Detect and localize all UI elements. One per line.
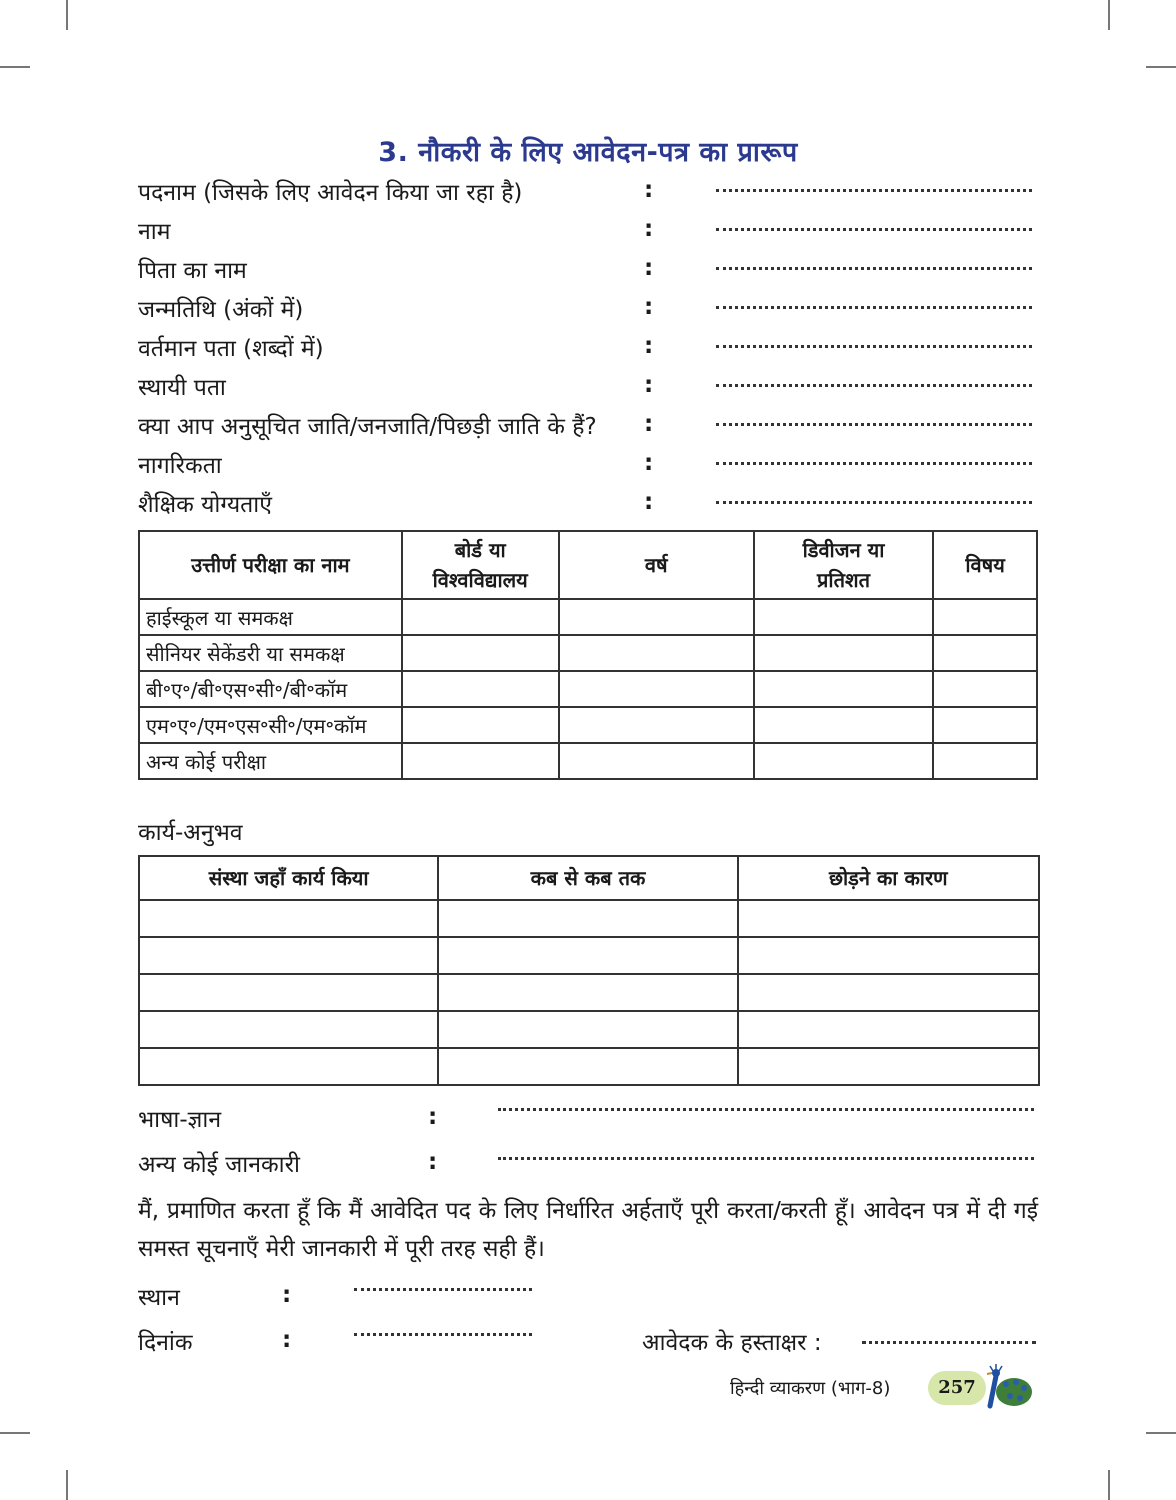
table-row [139,974,1039,1011]
fill-line[interactable] [716,302,1032,309]
field-label: नाम [138,219,171,245]
fill-line[interactable] [498,1104,1034,1111]
field-colon: : [644,411,654,437]
header-subject: विषय [933,531,1037,599]
table-cell[interactable] [754,743,933,779]
table-header-row [139,856,1039,900]
table-cell[interactable] [738,974,1039,1011]
table-cell[interactable] [139,1011,438,1048]
header-line: डिवीजन या [802,538,885,562]
fill-line[interactable] [716,341,1032,348]
field-other-info [138,1147,1038,1183]
fill-line[interactable] [716,497,1032,504]
work-experience-table [138,855,1040,1086]
crop-mark [0,1432,30,1434]
table-cell[interactable] [438,937,737,974]
table-cell[interactable] [559,599,754,635]
header-division-percentage [754,531,933,599]
declaration-text: मैं, प्रमाणित करता हूँ कि मैं आवेदित पद के लिए निर्धारित अर्हताएँ पूरी करता/करती हूँ। आवेदन पत्र में दी गई समस्त सूचनाएँ मेरी जानकारी में पूरी तरह सही हैं। [138,1198,1038,1262]
exam-name-cell: अन्य कोई परीक्षा [139,743,402,779]
table-row [139,707,1037,743]
exam-name-cell: सीनियर सेकेंडरी या समकक्ष [139,635,402,671]
field-colon: : [644,294,654,320]
fill-line[interactable] [716,185,1032,192]
field-label: आवेदक के हस्ताक्षर : [642,1330,822,1356]
table-cell[interactable] [438,974,737,1011]
table-row [139,937,1039,974]
exam-name-cell: बी॰ए॰/बी॰एस॰सी॰/बी॰कॉम [139,671,402,707]
header-exam-name: उत्तीर्ण परीक्षा का नाम [139,531,402,599]
table-row [139,1048,1039,1085]
table-cell[interactable] [754,671,933,707]
field-label: स्थायी पता [138,375,226,401]
header-reason-leaving: छोड़ने का कारण [738,856,1039,900]
field-colon: : [644,333,654,359]
table-cell[interactable] [139,1048,438,1085]
table-cell[interactable] [559,743,754,779]
header-line: विश्वविद्यालय [432,568,528,592]
field-label: शैक्षिक योग्यताएँ [138,492,272,518]
fill-line[interactable] [716,458,1032,465]
field-colon: : [428,1104,438,1130]
table-cell[interactable] [933,635,1037,671]
table-row [139,599,1037,635]
table-cell[interactable] [754,599,933,635]
table-row [139,743,1037,779]
field-signature [642,1325,1038,1361]
table-cell[interactable] [402,599,559,635]
header-duration: कब से कब तक [438,856,737,900]
table-cell[interactable] [139,900,438,937]
crop-mark [66,1470,68,1500]
table-cell[interactable] [402,707,559,743]
field-label: स्थान [138,1285,180,1311]
header-line: प्रतिशत [817,568,870,592]
field-colon: : [644,489,654,515]
header-line: बोर्ड या [454,538,506,562]
exam-name-cell: हाईस्कूल या समकक्ष [139,599,402,635]
table-cell[interactable] [402,671,559,707]
field-date [138,1325,558,1361]
field-label: भाषा-ज्ञान [138,1107,222,1133]
table-cell[interactable] [738,900,1039,937]
table-cell[interactable] [933,743,1037,779]
header-year: वर्ष [559,531,754,599]
field-label: जन्मतिथि (अंकों में) [138,297,304,323]
fill-line[interactable] [498,1153,1034,1160]
field-colon: : [282,1327,292,1353]
field-label: पदनाम (जिसके लिए आवेदन किया जा रहा है) [138,180,523,206]
crop-mark [1146,66,1176,68]
table-cell[interactable] [402,743,559,779]
fill-line[interactable] [716,419,1032,426]
table-cell[interactable] [438,900,737,937]
field-colon: : [644,255,654,281]
field-label: वर्तमान पता (शब्दों में) [138,336,324,362]
work-experience-heading: कार्य-अनुभव [138,820,243,846]
table-cell[interactable] [139,974,438,1011]
header-organisation: संस्था जहाँ कार्य किया [139,856,438,900]
fill-line[interactable] [354,1284,532,1291]
table-cell[interactable] [738,1011,1039,1048]
peacock-icon [976,1362,1036,1412]
form-title: 3. नौकरी के लिए आवेदन-पत्र का प्रारूप [378,137,798,168]
crop-mark [1108,1470,1110,1500]
field-colon: : [644,450,654,476]
crop-mark [1108,0,1110,30]
fill-line[interactable] [716,380,1032,387]
field-place [138,1280,558,1316]
field-label: दिनांक [138,1330,193,1356]
table-cell[interactable] [754,707,933,743]
table-row [139,1011,1039,1048]
field-colon: : [428,1149,438,1175]
table-cell[interactable] [738,937,1039,974]
field-colon: : [282,1282,292,1308]
page-number: 257 [928,1371,986,1405]
field-label: क्या आप अनुसूचित जाति/जनजाति/पिछड़ी जाति के हैं? [138,414,597,440]
crop-mark [1146,1432,1176,1434]
field-colon: : [644,372,654,398]
fill-line[interactable] [354,1329,532,1336]
crop-mark [0,66,30,68]
field-label: अन्य कोई जानकारी [138,1152,301,1178]
table-row [139,900,1039,937]
book-title: हिन्दी व्याकरण (भाग-8) [730,1378,891,1399]
field-colon: : [644,216,654,242]
field-language [138,1102,1038,1138]
table-cell[interactable] [933,671,1037,707]
table-row [139,635,1037,671]
table-cell[interactable] [738,1048,1039,1085]
table-cell[interactable] [438,1048,737,1085]
table-header-row [139,531,1037,599]
exam-name-cell: एम॰ए॰/एम॰एस॰सी॰/एम॰कॉम [139,707,402,743]
fill-line[interactable] [716,224,1032,231]
fill-line[interactable] [716,263,1032,270]
header-board-university [402,531,559,599]
fill-line[interactable] [862,1337,1036,1344]
table-cell[interactable] [139,937,438,974]
education-table [138,530,1038,780]
table-cell[interactable] [438,1011,737,1048]
table-cell[interactable] [754,635,933,671]
table-row [139,671,1037,707]
table-cell[interactable] [559,671,754,707]
table-cell[interactable] [559,635,754,671]
field-label: पिता का नाम [138,258,247,284]
table-cell[interactable] [402,635,559,671]
table-cell[interactable] [933,599,1037,635]
crop-mark [66,0,68,30]
table-cell[interactable] [933,707,1037,743]
field-colon: : [644,177,654,203]
table-cell[interactable] [559,707,754,743]
field-label: नागरिकता [138,453,222,479]
